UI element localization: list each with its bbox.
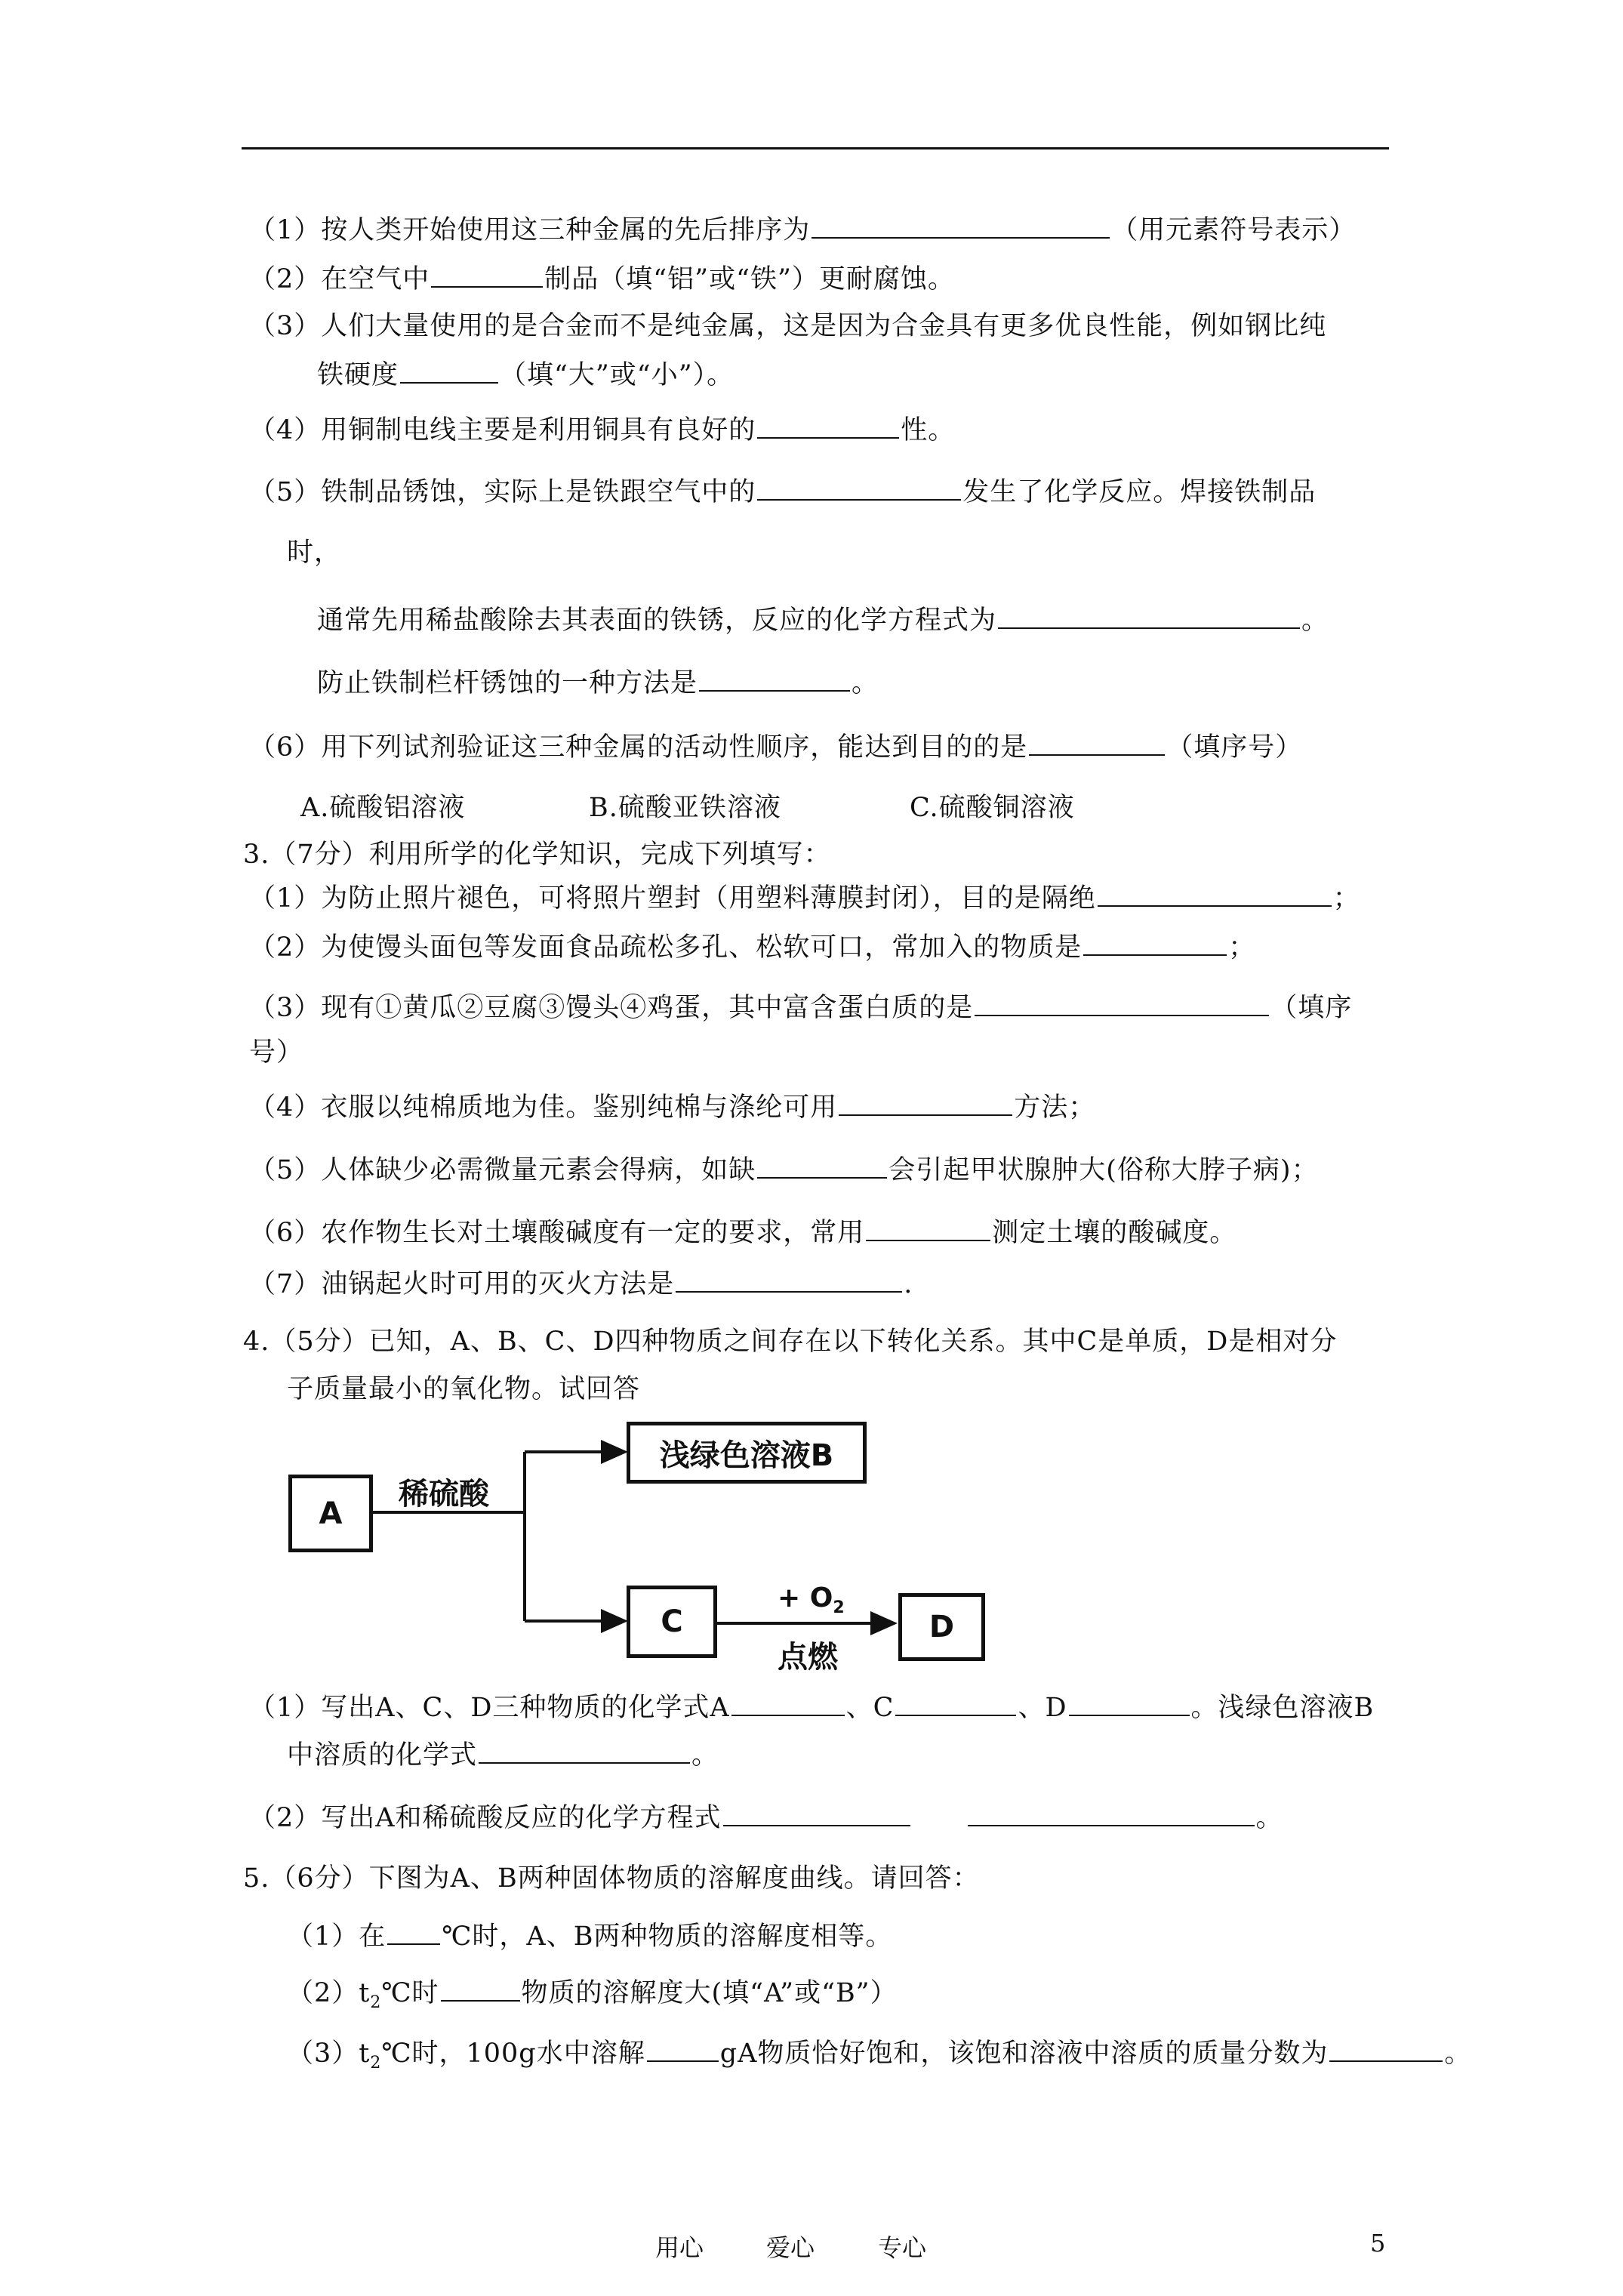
answer-blank[interactable]: [731, 1689, 845, 1716]
s2-q4: （4）用铜制电线主要是利用铜具有良好的 性。: [249, 411, 955, 447]
label-plus-o2: + $O_2$: [778, 1583, 845, 1618]
s4-q2: （2）写出A和稀硫酸反应的化学方程式 。: [249, 1799, 1283, 1835]
answer-blank[interactable]: [1069, 1689, 1190, 1716]
label-dilute-sulfuric-acid: 稀硫酸: [399, 1477, 489, 1512]
s2-q2: （2）在空气中 制品（填“铝”或“铁”）更耐腐蚀。: [249, 260, 955, 296]
s5-q3: $(3)t_2℃$时，100g水中溶解 gA物质恰好饱和，该饱和溶液中溶质的质量分数为 。: [287, 2035, 1471, 2080]
s5-q1: （1）在 ℃时，A、B两种物质的溶解度相等。: [287, 1918, 892, 1953]
answer-blank[interactable]: [968, 1799, 1255, 1826]
s2-q6: （6）用下列试剂验证这三种金属的活动性顺序，能达到目的的是 （填序号）: [249, 729, 1302, 764]
s4-q1-line2: 中溶质的化学式 。: [287, 1737, 719, 1772]
answer-blank[interactable]: [895, 1689, 1016, 1716]
s3-q6: （6）农作物生长对土壤酸碱度有一定的要求，常用 测定土壤的酸碱度。: [249, 1214, 1236, 1250]
answer-blank[interactable]: [647, 2035, 719, 2062]
s2-q5: （5）铁制品锈蚀，实际上是铁跟空气中的 发生了化学反应。焊接铁制品: [249, 473, 1316, 509]
s2-q5-line2: 时，: [287, 538, 342, 568]
s2-q6-option-c: C.硫酸铜溶液: [910, 793, 1075, 823]
s3-q2: （2）为使馒头面包等发面食品疏松多孔、松软可口，常加入的物质是 ；: [249, 929, 1255, 964]
s5-heading: 5.（6分）下图为A、B两种固体物质的溶解度曲线。请回答：: [243, 1863, 980, 1894]
s2-q3-line1: （3）人们大量使用的是合金而不是纯金属，这是因为合金具有更多优良性能，例如钢比纯: [249, 311, 1327, 341]
s3-q3-line2: 号）: [249, 1037, 304, 1068]
footer-slogan-3: 专心: [878, 2233, 927, 2262]
s4-heading-line2: 子质量最小的氧化物。试回答: [287, 1374, 641, 1404]
s3-q1: （1）为防止照片褪色，可将照片塑封（用塑料薄膜封闭），目的是隔绝 ；: [249, 880, 1360, 915]
s2-q1: （1）按人类开始使用这三种金属的先后排序为 （用元素符号表示）: [249, 211, 1356, 247]
s3-q7: （7）油锅起火时可用的灭火方法是 .: [249, 1265, 913, 1301]
box-d: D: [898, 1593, 985, 1661]
answer-blank[interactable]: [479, 1737, 690, 1764]
answer-blank[interactable]: [441, 1974, 520, 2002]
label-ignite: 点燃: [778, 1640, 838, 1675]
s3-q3: （3）现有①黄瓜②豆腐③馒头④鸡蛋，其中富含蛋白质的是 （填序: [249, 989, 1352, 1025]
s2-q6-option-b: B.硫酸亚铁溶液: [589, 793, 781, 823]
page-number: 5: [1370, 2229, 1386, 2257]
s4-q1: （1）写出A、C、D三种物质的化学式A 、C 、D 。浅绿色溶液B: [249, 1689, 1374, 1724]
s4-heading-line1: 4.（5分）已知，A、B、C、D四种物质之间存在以下转化关系。其中C是单质，D是相对分: [243, 1327, 1338, 1357]
answer-blank[interactable]: [1329, 2035, 1443, 2062]
s2-q5-line3: 通常先用稀盐酸除去其表面的铁锈，反应的化学方程式为 。: [317, 602, 1329, 637]
box-c: C: [627, 1586, 717, 1658]
s2-q3-line2: 铁硬度 （填“大”或“小”）。: [317, 356, 734, 392]
box-b: 浅绿色溶液B: [627, 1422, 867, 1484]
footer-slogan-1: 用心: [655, 2233, 704, 2262]
s3-heading: 3.（7分）利用所学的化学知识，完成下列填写：: [243, 840, 831, 870]
answer-blank[interactable]: [723, 1799, 910, 1826]
footer-slogan-2: 爱心: [766, 2233, 815, 2262]
s2-q5-line4: 防止铁制栏杆锈蚀的一种方法是 。: [317, 664, 879, 700]
box-a: A: [288, 1475, 373, 1552]
s3-q5: （5）人体缺少必需微量元素会得病，如缺 会引起甲状腺肿大(俗称大脖子病)；: [249, 1151, 1319, 1187]
s3-q4: （4）衣服以纯棉质地为佳。鉴别纯棉与涤纶可用 方法；: [249, 1089, 1095, 1124]
s2-q6-option-a: A.硫酸铝溶液: [300, 793, 466, 823]
answer-blank[interactable]: [387, 1918, 440, 1945]
s5-q2: $(2)t_2℃$时 物质的溶解度大(填“A”或“B”）: [287, 1974, 898, 2020]
